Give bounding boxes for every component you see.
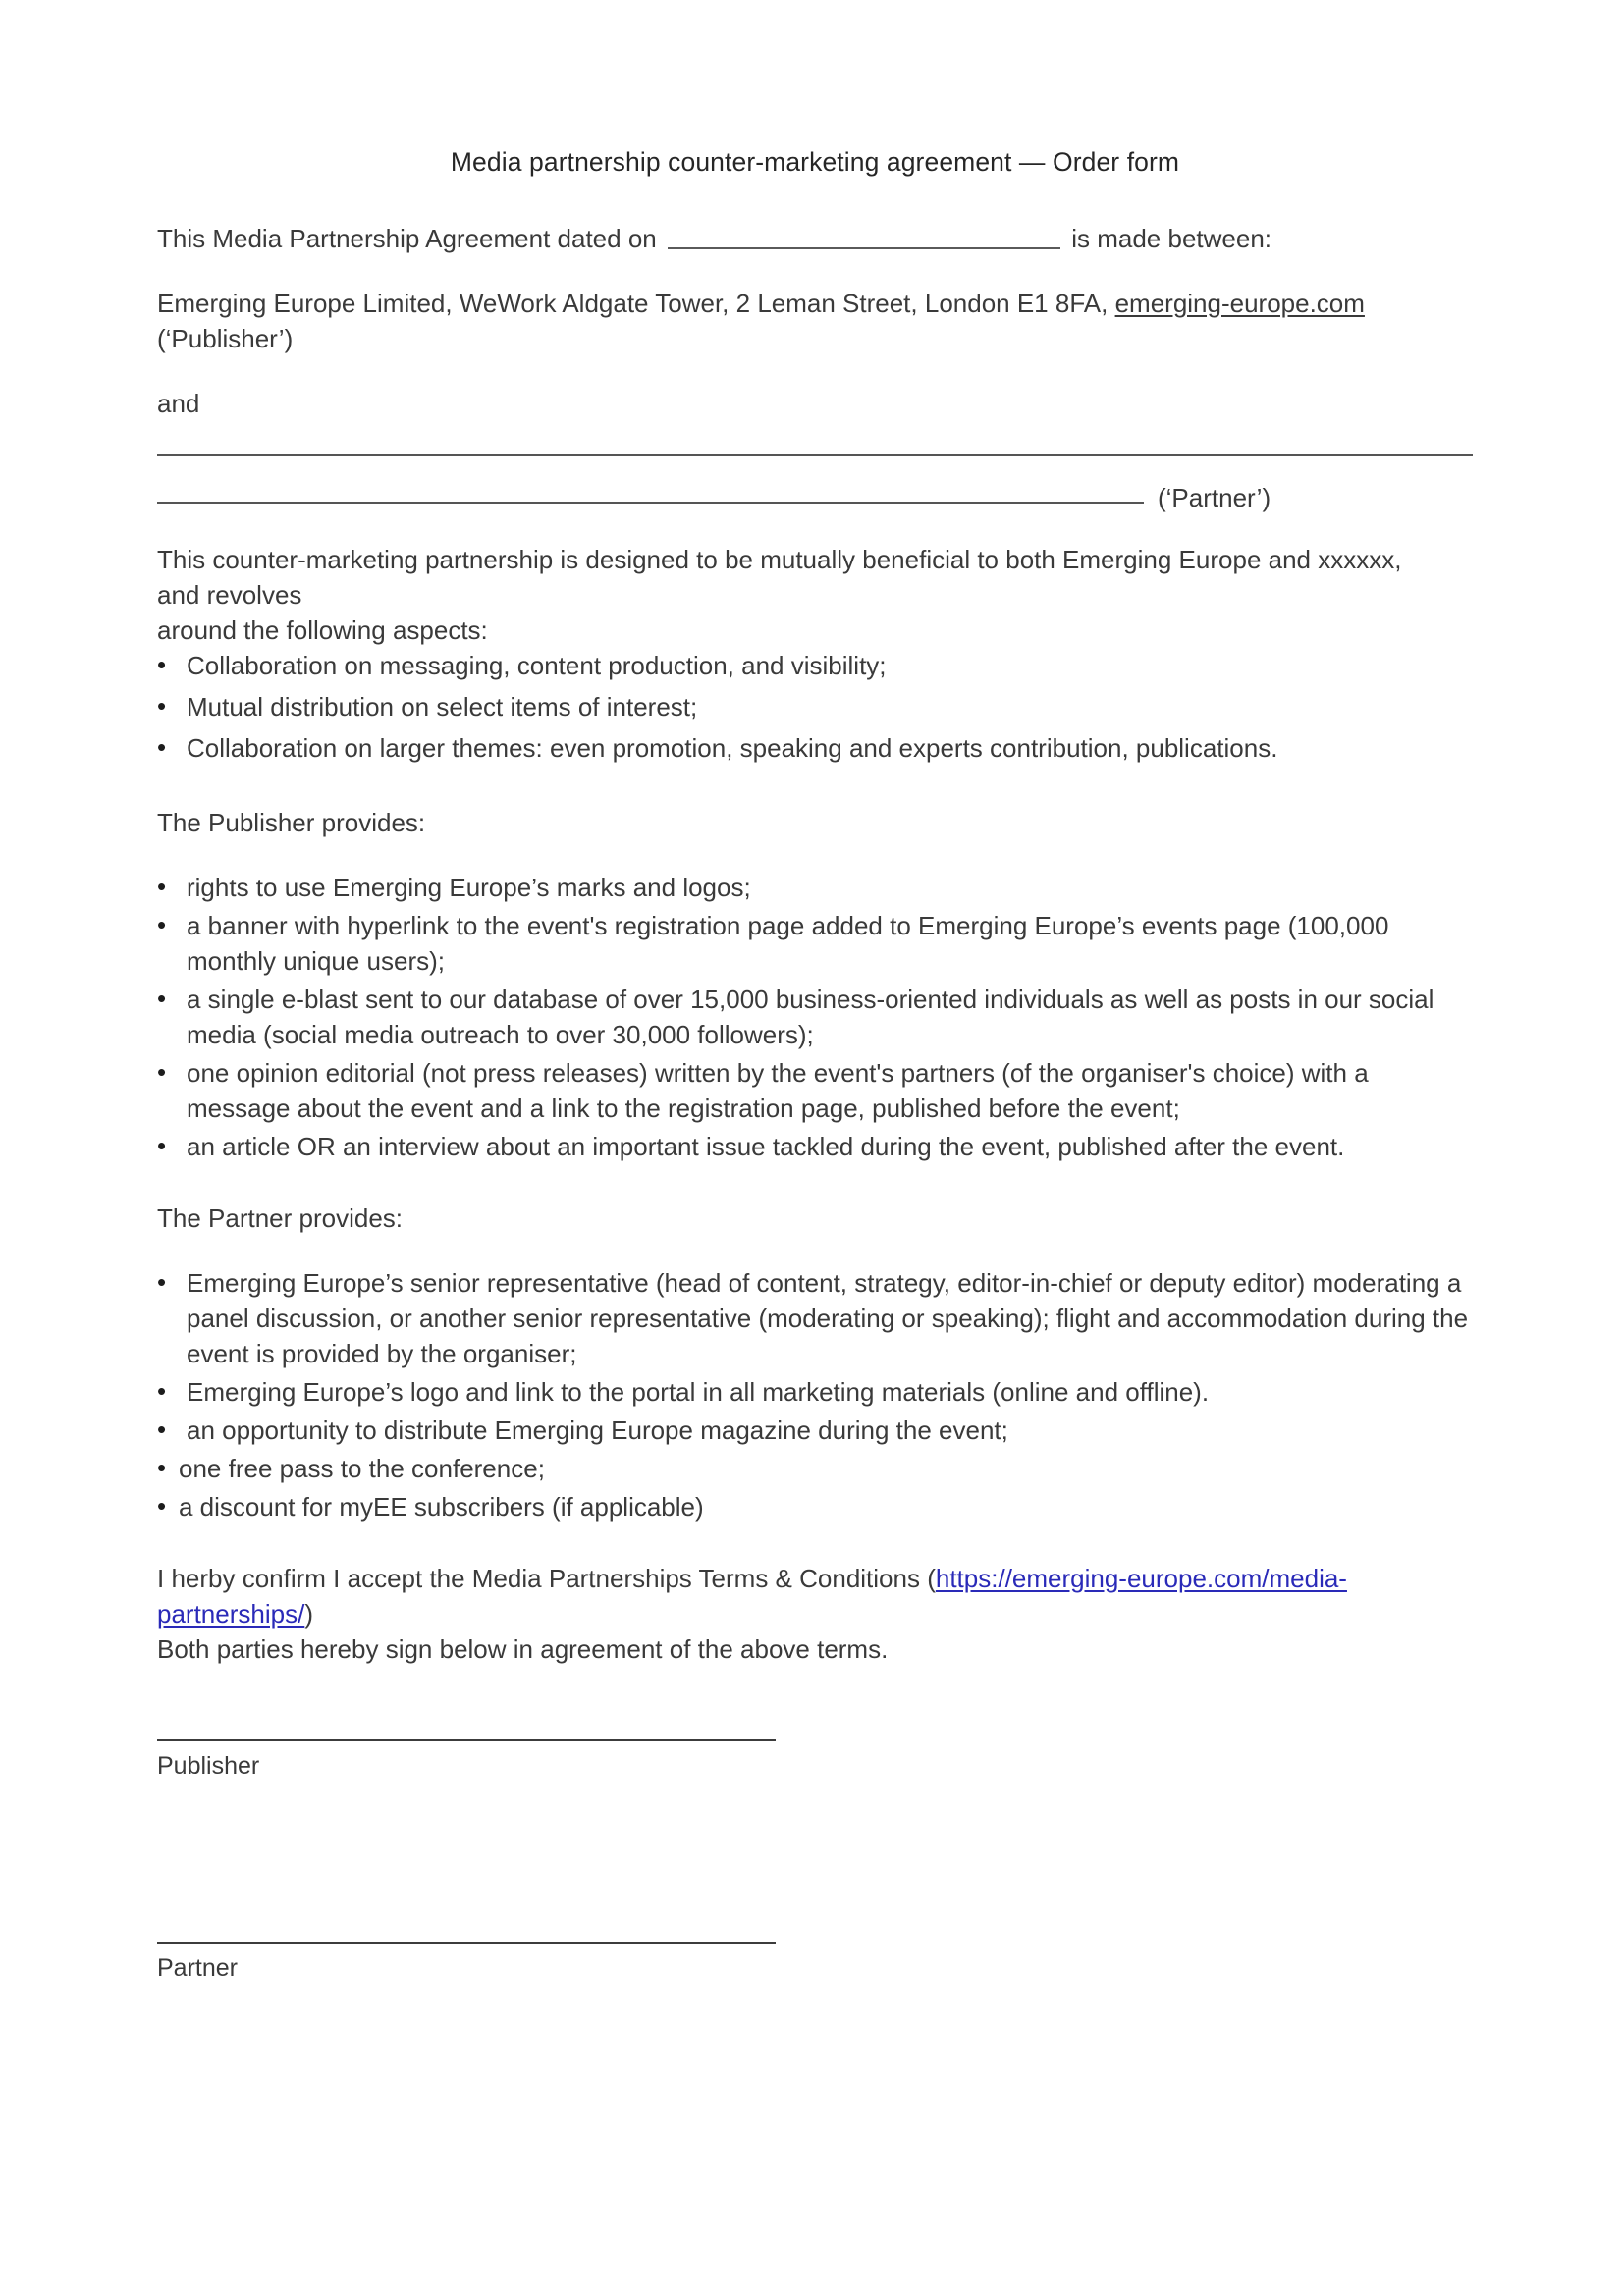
agreement-date-lead: This Media Partnership Agreement dated on [157,224,657,253]
partner-signature-line[interactable] [157,1942,776,1944]
spacer [157,1167,1473,1201]
list-item: • a single e-blast sent to our database of over 15,000 business-oriented individuals as well as posts in our social media (social media outreach to over 30,000 followers); [157,982,1473,1052]
publisher-provides-list [157,870,1473,1164]
agreement-date-paragraph [157,221,1473,256]
list-item: • Emerging Europe’s senior representative (head of content, strategy, editor-in-chief or deputy editor) moderating a panel discussion, or another senior representative (moderating or speaking); flight and accommodation during the event is provided by the organiser; [157,1265,1473,1371]
spacer [157,1783,1473,1869]
partner-signature-label: Partner [157,1954,238,1982]
agreement-date-tail: is made between: [1071,224,1272,253]
publisher-signature-label: Publisher [157,1752,260,1780]
partner-provides-heading: The Partner provides: [157,1203,404,1233]
terms-confirmation-paragraph [157,1561,1473,1631]
list-item: • Mutual distribution on select items of interest; [157,689,1473,724]
closing-statement: Both parties hereby sign below in agreement of the above terms. [157,1634,889,1664]
document-content [157,147,1473,1985]
list-item: • Collaboration on messaging, content production, and visibility; [157,648,1473,683]
preamble-line-1: This counter-marketing partnership is designed to be mutually beneficial to both Emerging Europe and xxxxxx, [157,545,1402,574]
conjunction-and: and [157,389,200,418]
list-item: • Collaboration on larger themes: even promotion, speaking and experts contribution, publications. [157,730,1473,766]
list-item: • a banner with hyperlink to the event's registration page added to Emerging Europe’s events page (100,000 monthly unique users); [157,908,1473,979]
list-item: • an opportunity to distribute Emerging Europe magazine during the event; [157,1413,1473,1448]
publisher-details-paragraph [157,286,1473,356]
list-item: • rights to use Emerging Europe’s marks and logos; [157,870,1473,905]
partner-role-tag: (‘Partner’) [1158,483,1271,512]
list-item: • one opinion editorial (not press releases) written by the event's partners (of the organiser's choice) with a message about the event and a link to the registration page, published before the event; [157,1055,1473,1126]
list-item: • a discount for myEE subscribers (if applicable) [157,1489,1473,1524]
list-item: • Emerging Europe’s logo and link to the portal in all marketing materials (online and offline). [157,1374,1473,1410]
partner-provides-list [157,1265,1473,1524]
publisher-address: Emerging Europe Limited, WeWork Aldgate Tower, 2 Leman Street, London E1 8FA, [157,289,1109,318]
publisher-website-link[interactable]: emerging-europe.com [1114,289,1365,318]
list-item: • one free pass to the conference; [157,1451,1473,1486]
page-title: Media partnership counter-marketing agreement — Order form [450,147,1180,177]
partner-blank-line-2[interactable] [157,502,1144,504]
signature-block-partner [157,1942,1473,1985]
media-partnerships-terms-link[interactable]: https://emerging-europe.com/media-partnerships/ [157,1564,1347,1629]
agreement-date-blank[interactable] [668,228,1060,249]
preamble-line-3: around the following aspects: [157,615,488,645]
signature-block-publisher [157,1739,1473,1783]
list-item: • an article OR an interview about an important issue tackled during the event, published after the event. [157,1129,1473,1164]
terms-confirmation-prefix: I herby confirm I accept the Media Partnerships Terms & Conditions ( [157,1564,936,1593]
spacer [157,772,1473,805]
publisher-provides-heading: The Publisher provides: [157,808,426,837]
publisher-role-tag: (‘Publisher’) [157,324,294,353]
aspects-list [157,648,1473,766]
preamble-line-2: and revolves [157,580,302,610]
publisher-signature-line[interactable] [157,1739,776,1741]
partner-name-blank-block [157,454,1473,512]
partner-blank-line-1[interactable] [157,454,1473,456]
spacer [157,1527,1473,1561]
terms-confirmation-suffix: ) [304,1599,313,1629]
